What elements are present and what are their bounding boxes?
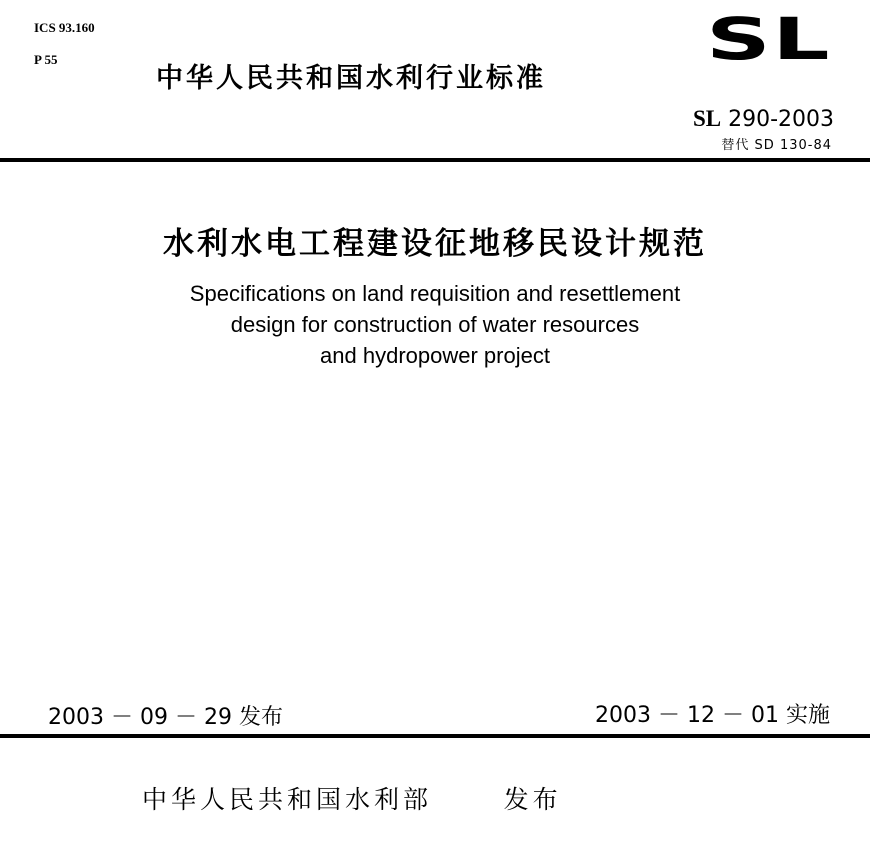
english-title-line-1: Specifications on land requisition and resettlement [189,281,681,306]
issue-date: 2003 － 09 － 29 发布 [48,705,283,730]
issuing-authority: 中华人民共和国水利部 发布 [142,785,562,814]
document-title-chinese: 水利水电工程建设征地移民设计规范 [163,226,707,262]
english-title-line-2: design for construction of water resources [230,312,640,337]
ccs-code: P 55 [34,52,58,67]
top-divider [0,158,870,162]
industry-standard-heading: 中华人民共和国水利行业标准 [156,63,546,94]
standard-code-number: 290-2003 [728,107,834,132]
standard-code-prefix: SL [692,106,722,131]
sl-logo: SL [706,5,832,73]
document-title-english [0,278,870,371]
standard-code [693,106,834,132]
english-title-line-3: and hydropower project [320,343,550,368]
implementation-date: 2003 － 12 － 01 实施 [595,703,830,728]
replaces-standard: 替代 SD 130-84 [721,138,832,153]
ics-code: ICS 93.160 [34,20,95,35]
bottom-divider [0,734,870,738]
